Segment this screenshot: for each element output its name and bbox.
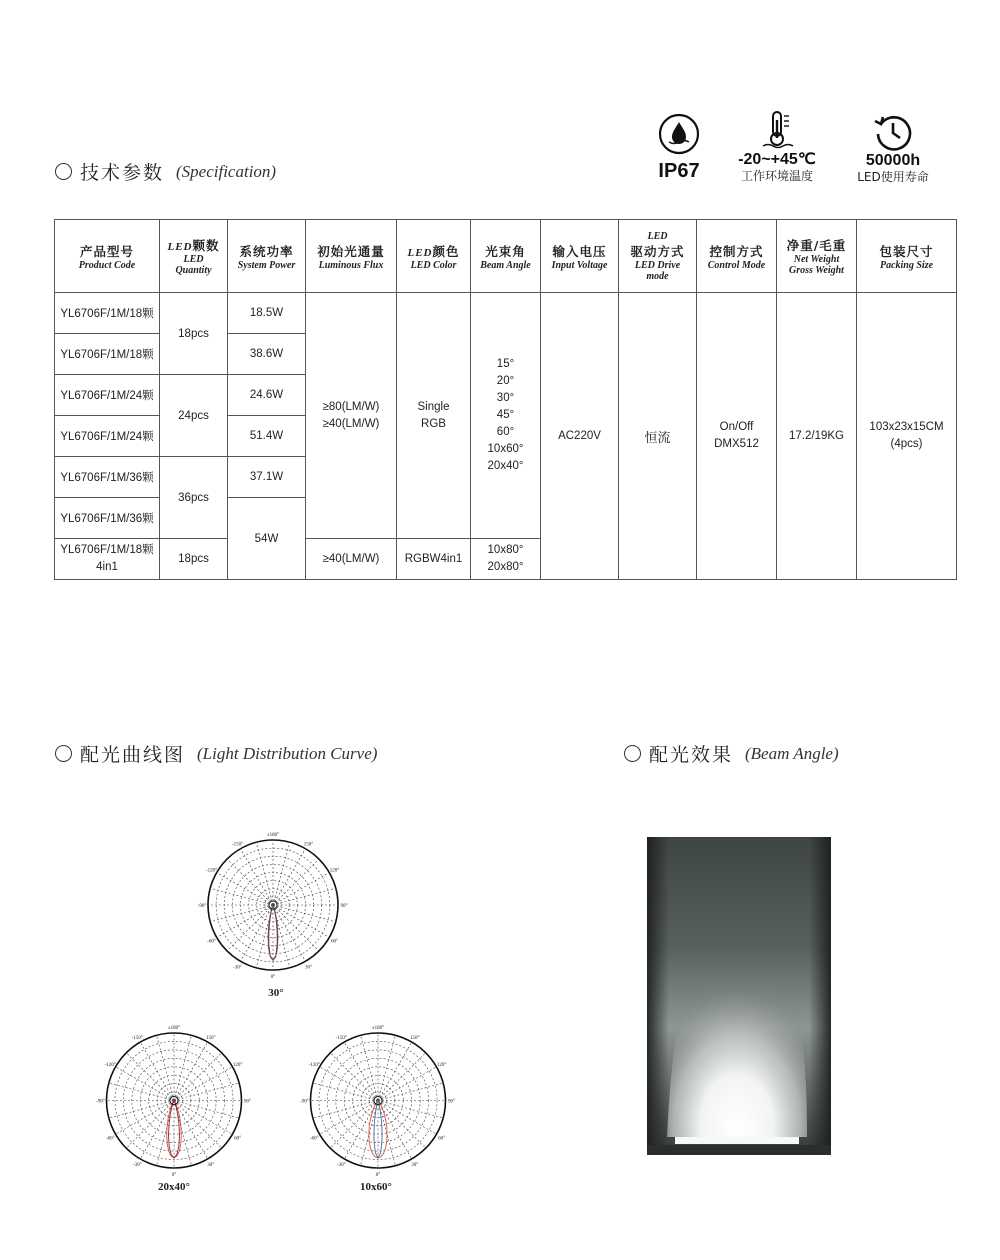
cell-product-code: YL6706F/1M/18颗 4in1: [55, 539, 160, 580]
polar-angle-label: 120°: [436, 1062, 447, 1068]
header-input-voltage: 输入电压 Input Voltage: [541, 220, 619, 293]
curve-title-en: (Light Distribution Curve): [197, 743, 378, 763]
cell-drive-mode: 恒流: [619, 293, 697, 580]
feature-lifetime-value: 50000h: [865, 152, 921, 169]
beam-section-heading: [624, 740, 839, 767]
cell-control-mode: On/Off DMX512: [697, 293, 777, 580]
polar-angle-label: -60°: [207, 939, 216, 945]
polar-angle-label: -90°: [96, 1099, 105, 1105]
beam-effect-photo: [647, 837, 831, 1155]
polar-angle-label: -30°: [132, 1163, 142, 1169]
polar-angle-label: -90°: [197, 904, 207, 909]
cell-product-code: YL6706F/1M/24颗: [55, 375, 160, 416]
polar-angle-label: 150°: [206, 1035, 216, 1041]
polar-grid: [92, 1020, 256, 1178]
cell-system-power: 37.1W: [228, 457, 306, 498]
cell-system-power: 51.4W: [228, 416, 306, 457]
polar-angle-label: -120°: [104, 1062, 116, 1068]
cell-luminous-flux: ≥40(LM/W): [306, 539, 397, 580]
polar-angle-label: 150°: [303, 842, 314, 848]
header-packing-size: 包装尺寸 Packing Size: [857, 220, 957, 293]
polar-angle-label: 30°: [305, 965, 312, 971]
table-row: [55, 293, 957, 334]
polar-caption-10x60: 10x60°: [360, 1181, 392, 1193]
header-drive-mode: LED 驱动方式 LED Drive mode: [619, 220, 697, 293]
spec-title-cn: 技术参数: [80, 162, 165, 184]
polar-caption-30: 30°: [268, 987, 284, 999]
waterproof-drop-icon: [657, 112, 701, 156]
cell-system-power: 18.5W: [228, 293, 306, 334]
bullet-circle-icon: [55, 163, 72, 180]
curve-title-cn: 配光曲线图: [80, 744, 186, 766]
cell-beam-angle: 15° 20° 30° 45° 60° 10x60° 20x40°: [471, 293, 541, 539]
polar-angle-label: 120°: [329, 868, 340, 874]
polar-angle-label: 0°: [270, 975, 276, 980]
feature-ip-value: IP67: [658, 160, 700, 182]
polar-angle-label: -120°: [205, 868, 218, 874]
beam-title-cn: 配光效果: [649, 744, 734, 766]
polar-angle-label: 30°: [411, 1163, 419, 1169]
polar-angle-label: 120°: [232, 1062, 243, 1068]
cell-beam-angle: 10x80° 20x80°: [471, 539, 541, 580]
polar-angle-label: 90°: [448, 1099, 455, 1105]
polar-angle-label: ±180°: [167, 1026, 181, 1031]
cell-product-code: YL6706F/1M/18颗: [55, 293, 160, 334]
polar-angle-label: 90°: [244, 1099, 251, 1105]
polar-chart-30: [193, 827, 353, 980]
cell-led-color: RGBW4in1: [397, 539, 471, 580]
polar-angle-label: ±180°: [371, 1026, 385, 1031]
cell-system-power: 38.6W: [228, 334, 306, 375]
header-luminous-flux: 初始光通量 Luminous Flux: [306, 220, 397, 293]
feature-ip-rating: [629, 112, 729, 182]
polar-angle-label: -60°: [106, 1136, 115, 1142]
polar-angle-label: -60°: [310, 1136, 319, 1142]
cell-led-quantity: 18pcs: [160, 539, 228, 580]
curve-section-heading: [55, 740, 377, 767]
polar-angle-label: 60°: [438, 1136, 446, 1142]
thermometer-icon: [755, 110, 799, 150]
feature-temperature: [727, 110, 827, 183]
beam-light-image: [647, 837, 831, 1155]
header-weight: 净重/毛重 Net Weight Gross Weight: [777, 220, 857, 293]
polar-angle-label: -30°: [336, 1163, 346, 1169]
spec-table: [54, 219, 957, 580]
polar-grid: [296, 1020, 460, 1178]
cell-product-code: YL6706F/1M/24颗: [55, 416, 160, 457]
cell-product-code: YL6706F/1M/36颗: [55, 457, 160, 498]
polar-angle-label: -120°: [308, 1062, 320, 1068]
lifetime-clock-icon: [871, 112, 915, 152]
cell-packing-size: 103x23x15CM (4pcs): [857, 293, 957, 580]
polar-chart-20x40: [92, 1020, 256, 1178]
polar-angle-label: -150°: [335, 1035, 347, 1041]
polar-angle-label: 30°: [207, 1163, 215, 1169]
polar-angle-label: 60°: [234, 1136, 242, 1142]
polar-chart-10x60: [296, 1020, 460, 1178]
cell-led-color: Single RGB: [397, 293, 471, 539]
header-beam-angle: 光束角 Beam Angle: [471, 220, 541, 293]
cell-weight: 17.2/19KG: [777, 293, 857, 580]
polar-angle-label: 150°: [410, 1035, 420, 1041]
beam-title-en: (Beam Angle): [745, 743, 839, 763]
spec-title-en: (Specification): [176, 161, 277, 181]
header-control-mode: 控制方式 Control Mode: [697, 220, 777, 293]
cell-led-quantity: 24pcs: [160, 375, 228, 457]
bullet-circle-icon: [55, 745, 72, 762]
cell-led-quantity: 36pcs: [160, 457, 228, 539]
header-led-color: LED颜色 LED Color: [397, 220, 471, 293]
polar-angle-label: -90°: [300, 1099, 309, 1105]
polar-grid: [193, 827, 353, 980]
feature-temperature-label: 工作环境温度: [740, 169, 813, 183]
polar-angle-label: 0°: [171, 1173, 177, 1178]
spec-section-heading: [55, 158, 276, 185]
cell-product-code: YL6706F/1M/18颗: [55, 334, 160, 375]
cell-product-code: YL6706F/1M/36颗: [55, 498, 160, 539]
polar-angle-label: -30°: [233, 965, 242, 971]
cell-system-power: 24.6W: [228, 375, 306, 416]
feature-lifetime: [843, 112, 943, 184]
header-system-power: 系统功率 System Power: [228, 220, 306, 293]
cell-luminous-flux: ≥80(LM/W) ≥40(LM/W): [306, 293, 397, 539]
header-product-code: 产品型号 Product Code: [55, 220, 160, 293]
cell-system-power: 54W: [228, 498, 306, 580]
polar-angle-label: 90°: [340, 904, 348, 909]
feature-temperature-value: -20~+45℃: [738, 151, 816, 168]
feature-lifetime-label: LED使用寿命: [857, 170, 929, 184]
polar-angle-label: -150°: [231, 842, 244, 848]
polar-angle-label: -150°: [131, 1035, 143, 1041]
cell-led-quantity: 18pcs: [160, 293, 228, 375]
table-header-row: [55, 220, 957, 293]
header-led-quantity: LED颗数 LED Quantity: [160, 220, 228, 293]
polar-angle-label: 60°: [330, 939, 338, 945]
polar-angle-label: ±180°: [266, 833, 280, 838]
polar-caption-20x40: 20x40°: [158, 1181, 190, 1193]
bullet-circle-icon: [624, 745, 641, 762]
cell-input-voltage: AC220V: [541, 293, 619, 580]
polar-angle-label: 0°: [375, 1173, 381, 1178]
